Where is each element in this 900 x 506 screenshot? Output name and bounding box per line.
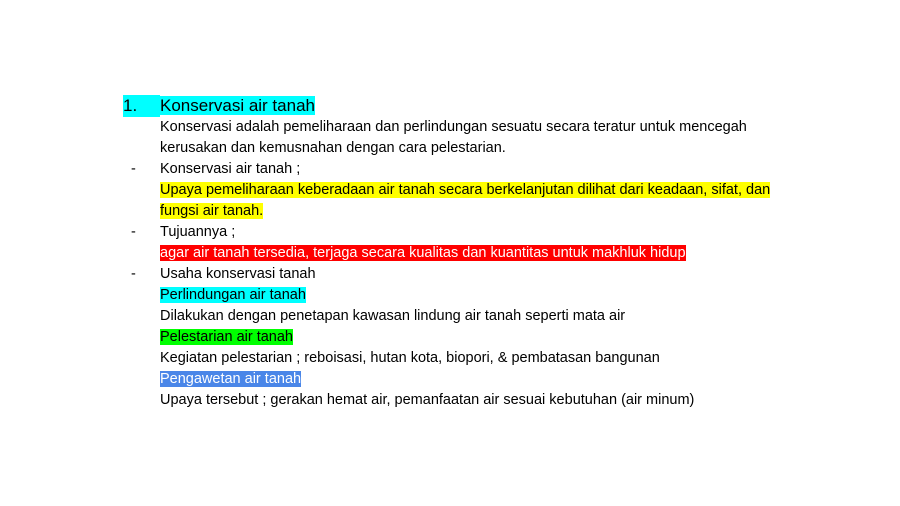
subitem-heading-wrap [160, 369, 780, 390]
bullet-row [123, 264, 823, 285]
bullet-detail-row [123, 243, 823, 264]
bullet-label: Konservasi air tanah ; [160, 161, 301, 177]
subitem-heading-wrap [160, 285, 780, 306]
bullet-detail-row [123, 180, 823, 222]
bullet-row [123, 159, 823, 180]
section-title-wrap [160, 95, 780, 117]
bullet-label: Usaha konservasi tanah [160, 266, 316, 282]
bullet-detail-wrap [160, 243, 780, 264]
subitem-description: Dilakukan dengan penetapan kawasan lindung air tanah seperti mata air [160, 308, 626, 324]
highlighted-detail: Upaya pemeliharaan keberadaan air tanah secara berkelanjutan dilihat dari keadaan, sifat, dan fungsi air tanah. [160, 182, 771, 219]
subitem-description-row [123, 390, 823, 411]
subitem-description: Kegiatan pelestarian ; reboisasi, hutan kota, biopori, & pembatasan bangunan [160, 350, 660, 366]
subitem-description-row [123, 306, 823, 327]
bullet-label: Tujuannya ; [160, 224, 236, 240]
definition-text: Konservasi adalah pemeliharaan dan perlindungan sesuatu secara teratur untuk mencegah kerusakan dan kemusnahan dengan cara pelestarian. [160, 119, 747, 156]
subitem-description-row [123, 348, 823, 369]
slide-content [123, 95, 823, 411]
subitem-heading-row [123, 327, 823, 348]
bullet-dash: - [131, 224, 136, 240]
section-number: 1. [123, 95, 160, 117]
highlighted-detail: agar air tanah tersedia, terjaga secara kualitas dan kuantitas untuk makhluk hidup [160, 245, 686, 261]
bullet-detail-wrap [160, 180, 780, 222]
subitem-heading-row [123, 369, 823, 390]
subitem-heading: Pengawetan air tanah [160, 371, 302, 387]
bullet-dash: - [131, 161, 136, 177]
subitem-description: Upaya tersebut ; gerakan hemat air, pemanfaatan air sesuai kebutuhan (air minum) [160, 392, 695, 408]
bullet-dash: - [131, 266, 136, 282]
subitem-heading-wrap [160, 327, 780, 348]
subitem-heading: Pelestarian air tanah [160, 329, 293, 345]
subitem-heading: Perlindungan air tanah [160, 287, 306, 303]
definition-row [123, 117, 823, 159]
section-title: Konservasi air tanah [160, 96, 315, 115]
section-heading-row [123, 95, 823, 117]
bullet-row [123, 222, 823, 243]
subitem-heading-row [123, 285, 823, 306]
